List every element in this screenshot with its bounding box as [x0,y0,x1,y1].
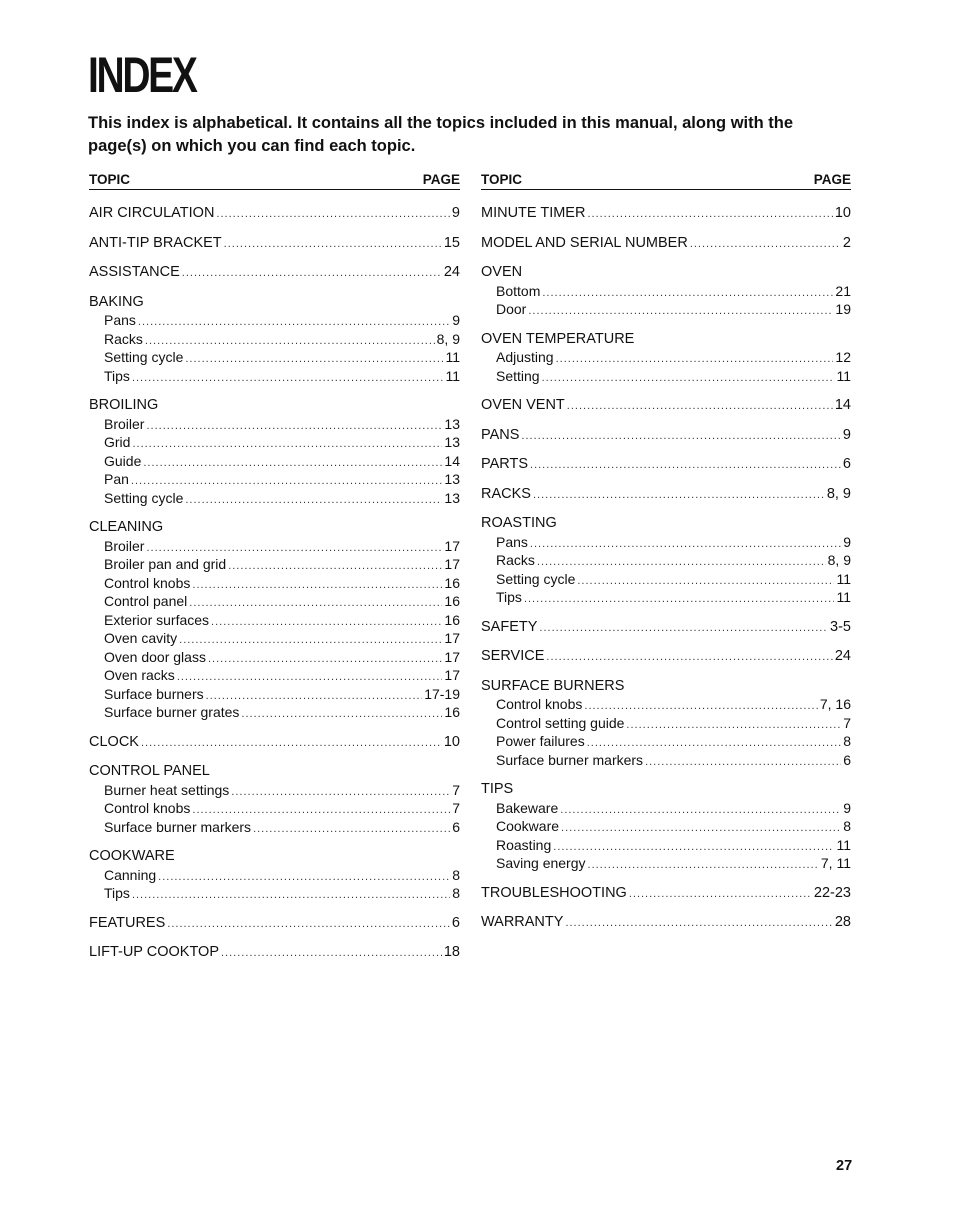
topic-row [481,647,851,666]
subtopic-row [104,703,460,722]
page-reference: 11 [836,836,851,853]
topic-name: TROUBLESHOOTING [481,884,627,901]
topic-row [89,733,460,752]
dot-leader [528,302,833,321]
dot-leader [524,590,835,609]
topic-name: Oven door glass [104,648,206,665]
topic-name: Setting cycle [104,489,184,506]
page-reference: 16 [444,704,460,720]
topic-name: Setting cycle [496,570,576,587]
topic-heading: CONTROL PANEL [89,763,210,779]
topic-name: WARRANTY [481,914,564,930]
dot-leader [221,944,442,963]
topic-name: Roasting [496,836,552,853]
subtopic-row [104,866,460,885]
column-header [481,172,851,190]
subtopic-list [481,348,851,385]
index-entry [89,914,460,933]
topic-name: Door [496,301,527,317]
page-reference: 11 [836,570,851,587]
subtopic-row [104,648,460,667]
page-reference: 28 [834,914,851,930]
subtopic-row [496,282,851,301]
topic-name: Setting cycle [104,349,184,365]
topic-name: Oven racks [104,667,175,683]
topic-name: OVEN VENT [481,397,565,413]
dot-leader [228,557,442,576]
page-reference: 9 [452,312,460,328]
topic-name: Control panel [104,593,188,609]
subtopic-row [496,533,851,552]
topic-name: Canning [104,866,157,883]
topic-name: Racks [104,330,143,347]
page-reference: 17 [444,667,460,683]
topic-name: SERVICE [481,648,545,664]
index-entry [89,263,460,282]
topic-name: Surface burners [104,685,204,702]
column-header [89,172,460,190]
topic-name: Grid [104,434,131,450]
subtopic-row [104,611,460,630]
dot-leader [542,369,835,388]
topic-name: Surface burner markers [496,751,644,768]
page-reference: 8 [452,885,460,901]
topic-row [89,204,460,223]
subtopic-row [496,854,851,873]
dot-leader [560,801,841,820]
page-reference: 6 [451,914,460,931]
topic-heading: SURFACE BURNERS [481,677,625,694]
topic-row [481,426,851,445]
dot-leader [546,648,832,667]
page-reference: 11 [445,367,460,384]
dot-leader [553,838,834,857]
page-reference: 19 [835,301,851,317]
subtopic-row [496,714,851,733]
subtopic-row [496,348,851,367]
dot-leader [211,613,442,632]
index-entries [481,204,851,932]
topic-name: SAFETY [481,618,538,635]
page-reference: 8, 9 [827,552,851,568]
topic-name: MINUTE TIMER [481,205,586,221]
subtopic-row [104,685,460,704]
subtopic-row [104,415,460,434]
dot-leader [241,705,442,724]
topic-name: Surface burner grates [104,704,240,720]
index-entry [481,647,851,666]
page-reference: 7 [452,800,460,816]
index-entry [481,455,851,474]
topic-row [89,234,460,253]
dot-leader [556,350,834,369]
page-reference: 13 [444,434,460,450]
topic-row [481,618,851,637]
subtopic-row [104,537,460,556]
subtopic-row [104,818,460,837]
dot-leader [132,886,450,905]
topic-heading: BAKING [89,293,144,310]
topic-row [481,455,851,474]
page-reference: 11 [836,589,851,605]
index-entry [481,884,851,903]
topic-heading: BROILING [89,397,159,413]
dot-leader [179,631,442,650]
dot-leader [533,486,825,505]
dot-leader [177,668,443,687]
subtopic-row [104,666,460,685]
index-entry [89,518,460,722]
topic-name: Burner heat settings [104,781,230,798]
topic-name: RACKS [481,485,531,502]
topic-name: Broiler [104,415,145,432]
topic-name: Control knobs [104,800,191,816]
index-entry [89,762,460,836]
index-entry [481,677,851,770]
page-header: PAGE [813,172,851,187]
page-reference: 11 [445,349,460,365]
page-reference: 17 [444,556,460,572]
dot-leader [629,885,812,904]
subtopic-list [481,282,851,319]
page-reference: 22-23 [813,884,851,901]
topic-name: Exterior surfaces [104,611,210,628]
page-reference: 6 [842,456,851,472]
page-reference: 7 [843,714,851,731]
subtopic-list [89,781,460,837]
subtopic-row [496,817,851,836]
page-reference: 24 [443,264,460,280]
topic-row [481,884,851,903]
subtopic-row [104,592,460,611]
index-entry [481,618,851,637]
topic-name: Guide [104,452,142,469]
index-entry [89,234,460,253]
dot-leader [145,332,435,351]
dot-leader [587,205,832,224]
page-reference: 16 [444,593,460,609]
subtopic-list [89,311,460,385]
subtopic-row [104,311,460,330]
dot-leader [182,264,442,283]
page-reference: 9 [451,205,460,221]
page-reference: 3-5 [830,618,851,635]
topic-name: Control knobs [104,574,191,591]
topic-name: Saving energy [496,855,586,871]
topic-heading: TIPS [481,781,514,797]
page-reference: 7, 16 [819,696,851,712]
subtopic-row [104,433,460,452]
subtopic-row [496,751,851,770]
subtopic-row [496,551,851,570]
dot-leader [530,535,841,554]
page-reference: 13 [444,489,460,506]
topic-header: TOPIC [481,172,523,187]
index-entry [89,396,460,507]
topic-heading: COOKWARE [89,848,175,864]
topic-name: Broiler [104,537,145,554]
subtopic-list [481,799,851,873]
topic-heading: OVEN [481,264,523,280]
topic-name: PANS [481,426,520,443]
topic-name: Adjusting [496,349,554,365]
page-reference: 9 [843,799,851,816]
page-reference: 8 [843,818,851,834]
page-reference: 14 [444,452,460,469]
subtopic-row [104,470,460,489]
topic-name: Bakeware [496,799,559,816]
topic-name: Pans [104,312,136,328]
topic-name: Tips [496,589,522,605]
page-reference: 21 [835,282,851,299]
dot-leader [626,716,841,735]
topic-heading: ROASTING [481,515,557,531]
page-reference: 13 [444,415,460,432]
dot-leader [185,491,442,510]
page-reference: 8 [452,866,460,883]
dot-leader [224,235,442,254]
page-reference: 11 [836,367,851,384]
topic-name: CLOCK [89,733,139,750]
index-entries [89,204,460,962]
dot-leader [141,734,442,753]
topic-name: Oven cavity [104,630,178,646]
index-entry [481,913,851,932]
subtopic-row [496,367,851,386]
page-reference: 13 [444,471,460,487]
dot-leader [216,205,450,224]
topic-name: ASSISTANCE [89,264,180,280]
topic-row [481,234,851,253]
topic-name: Bottom [496,282,541,299]
topic-header: TOPIC [89,172,131,187]
index-entry [481,204,851,223]
topic-name: Cookware [496,818,560,834]
index-entry [89,204,460,223]
topic-name: Tips [104,885,130,901]
dot-leader [645,753,841,772]
dot-leader [530,456,841,475]
topic-name: Pan [104,471,129,487]
dot-leader [577,572,834,591]
topic-name: FEATURES [89,914,166,931]
page-reference: 12 [835,349,851,365]
topic-row [481,204,851,223]
page-reference: 24 [834,648,851,664]
subtopic-row [104,330,460,349]
dot-leader [132,435,442,454]
page-reference: 14 [834,397,851,413]
topic-name: PARTS [481,456,529,472]
index-entry [481,263,851,319]
subtopic-row [496,836,851,855]
topic-name: Surface burner markers [104,818,252,835]
index-column-right [481,172,851,943]
subtopic-list [89,537,460,722]
dot-leader [565,914,832,933]
index-entry [481,426,851,445]
page-reference: 10 [443,733,460,750]
dot-leader [253,820,450,839]
topic-name: Tips [104,367,130,384]
dot-leader [167,915,450,934]
dot-leader [185,350,443,369]
dot-leader [567,397,833,416]
dot-leader [690,235,841,254]
dot-leader [542,284,833,303]
subtopic-row [104,489,460,508]
topic-row [89,914,460,933]
subtopic-list [89,866,460,903]
topic-name: LIFT-UP COOKTOP [89,944,219,960]
page-reference: 17 [444,630,460,646]
index-entry [89,943,460,962]
subtopic-row [496,570,851,589]
subtopic-row [496,732,851,751]
dot-leader [539,619,828,638]
dot-leader [143,454,442,473]
page-number: 27 [836,1158,853,1174]
page-reference: 8, 9 [436,330,460,347]
page-reference: 9 [843,533,851,550]
dot-leader [158,868,450,887]
page-reference: 6 [843,751,851,768]
subtopic-row [104,781,460,800]
subtopic-list [481,695,851,769]
page-reference: 7 [452,781,460,798]
topic-name: Racks [496,552,535,568]
topic-row [89,943,460,962]
index-entry [481,514,851,607]
dot-leader [561,819,841,838]
index-entry [481,396,851,415]
topic-name: ANTI-TIP BRACKET [89,234,222,251]
subtopic-row [496,695,851,714]
subtopic-row [104,555,460,574]
index-entry [481,234,851,253]
page-reference: 17 [444,537,460,554]
topic-row [481,913,851,932]
dot-leader [537,553,826,572]
topic-heading: OVEN TEMPERATURE [481,330,635,347]
topic-name: MODEL AND SERIAL NUMBER [481,234,688,251]
page-reference: 17-19 [424,685,460,702]
dot-leader [521,427,841,446]
topic-name: Broiler pan and grid [104,556,227,572]
index-entry [481,780,851,873]
topic-row [481,396,851,415]
index-entry [89,293,460,386]
subtopic-row [104,452,460,471]
subtopic-row [496,588,851,607]
page-header: PAGE [422,172,460,187]
topic-name: Control knobs [496,696,583,712]
dot-leader [208,650,442,669]
topic-name: Control setting guide [496,714,625,731]
page-reference: 10 [834,205,851,221]
subtopic-row [104,367,460,386]
dot-leader [132,369,444,388]
page-reference: 8 [843,733,851,749]
page-reference: 2 [842,234,851,251]
subtopic-row [104,629,460,648]
page-reference: 16 [444,574,460,591]
page-title: INDEX [88,47,196,103]
index-entry [89,733,460,752]
dot-leader [192,576,442,595]
page-reference: 9 [842,426,851,443]
page-reference: 15 [443,234,460,251]
subtopic-row [104,884,460,903]
index-entry [481,485,851,504]
topic-row [89,263,460,282]
page-reference: 7, 11 [820,855,851,871]
topic-name: Power failures [496,733,585,749]
dot-leader [146,417,442,436]
page-reference: 16 [444,611,460,628]
topic-name: Pans [496,533,528,550]
index-entry [89,847,460,903]
page-reference: 17 [444,648,460,665]
index-entry [481,330,851,386]
topic-row [481,485,851,504]
subtopic-row [496,799,851,818]
intro-text: This index is alphabetical. It contains all the topics included in this manual, along with the page(s) on which you can find each topic. [88,114,794,155]
dot-leader [138,313,450,332]
dot-leader [231,783,450,802]
topic-name: Setting [496,367,540,384]
subtopic-list [89,415,460,508]
subtopic-row [104,574,460,593]
dot-leader [189,594,442,613]
index-column-left [89,172,460,973]
subtopic-row [496,300,851,319]
page-reference: 8, 9 [826,485,851,502]
page-reference: 6 [452,818,460,835]
topic-name: AIR CIRCULATION [89,205,215,221]
page-reference: 18 [443,944,460,960]
subtopic-list [481,533,851,607]
topic-heading: CLEANING [89,519,164,535]
dot-leader [588,856,819,875]
subtopic-row [104,799,460,818]
subtopic-row [104,348,460,367]
